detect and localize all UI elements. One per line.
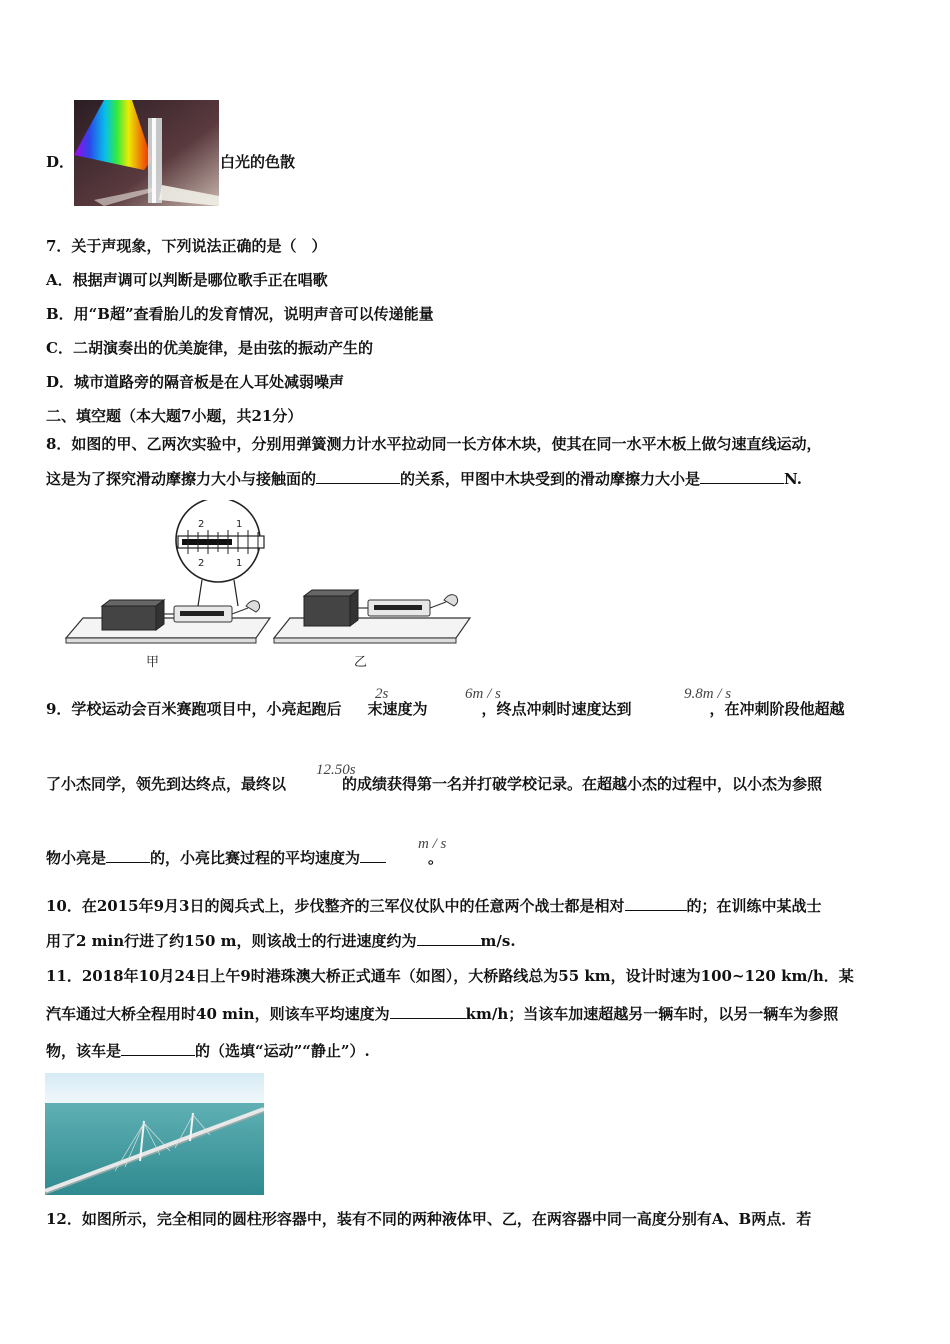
- scale-number-top-1: 1: [236, 519, 243, 530]
- hand-jia: [246, 601, 260, 612]
- q9-line3-c: 。: [428, 849, 444, 867]
- q6-option-d: [46, 152, 74, 172]
- q10-line1: [46, 896, 822, 916]
- figure-label-yi: 乙: [354, 655, 368, 670]
- figure-label-jia: 甲: [146, 655, 160, 670]
- q9-line3-a: 物小亮是: [46, 849, 107, 867]
- q7-stem: 7．关于声现象，下列说法正确的是（ ）: [46, 237, 327, 255]
- q8-blank-2[interactable]: [700, 469, 784, 484]
- q10-line2-b: m/s.: [480, 932, 516, 950]
- q7-option-b: B．用“B超”查看胎儿的发育情况，说明声音可以传递能量: [46, 305, 434, 323]
- friction-experiment-drawing: [58, 500, 478, 672]
- q12-line1: 12．如图所示，完全相同的圆柱形容器中，装有不同的两种液体甲、乙，在两容器中同一高度分别有A、B两点．若: [46, 1210, 812, 1228]
- math-12-50s: 12.50s: [316, 762, 356, 778]
- q8-blank-1[interactable]: [316, 469, 400, 484]
- math-9-8ms: 9.8m / s: [684, 686, 732, 702]
- q8-line1: 8．如图的甲、乙两次实验中，分别用弹簧测力计水平拉动同一长方体木块，使其在同一水平木板上做匀速直线运动，: [46, 435, 822, 453]
- math-ms: m / s: [418, 836, 447, 852]
- q11-line3-b: 的（选填“运动”“静止”）.: [195, 1042, 370, 1060]
- q7-option-a: A．根据声调可以判断是哪位歌手正在唱歌: [46, 271, 328, 289]
- q9-line2-b: 的成绩获得第一名并打破学校记录。在超越小杰的过程中，以小杰为参照: [342, 775, 823, 793]
- q10-blank-1[interactable]: [625, 896, 687, 911]
- block-yi: [304, 596, 350, 626]
- board-jia: [66, 618, 270, 638]
- math-6ms: 6m / s: [465, 686, 501, 702]
- friction-experiment-figure: [58, 500, 478, 672]
- q11-line2-b: km/h；当该车加速超越另一辆车时，以另一辆车为参照: [465, 1005, 839, 1023]
- block-jia: [102, 606, 156, 630]
- q10-line1-a: 10．在2015年9月3日的阅兵式上，步伐整齐的三军仪仗队中的任意两个战士都是相对: [46, 897, 625, 915]
- q7-option-c: C．二胡演奏出的优美旋律，是由弦的振动产生的: [46, 339, 373, 357]
- q8-line2-a: 这是为了探究滑动摩擦力大小与接触面的: [46, 470, 317, 488]
- q10-line2: [46, 931, 516, 951]
- q10-line2-a: 用了2 min行进了约150 m，则该战士的行进速度约为: [46, 932, 417, 950]
- q8-line2-c: N.: [784, 470, 803, 488]
- q11-line2: [46, 1004, 838, 1024]
- prism-dispersion-image: [74, 100, 219, 206]
- q9-line1-a: 9．学校运动会百米赛跑项目中，小亮起跑后: [46, 700, 342, 718]
- q9-line1-c: ，终点冲刺时速度达到: [481, 700, 632, 718]
- q9-line1-b: 末速度为: [367, 700, 428, 718]
- q9-line1-d: ，在冲刺阶段他超越: [709, 700, 845, 718]
- q9-blank-1[interactable]: [106, 848, 150, 863]
- q11-blank-2[interactable]: [121, 1041, 195, 1056]
- scale-number-bottom-1: 1: [236, 558, 243, 569]
- scale-number-top-2: 2: [198, 519, 205, 530]
- section-heading: 二、填空题（本大题7小题，共21分）: [46, 407, 303, 425]
- q9-line3: [46, 848, 443, 868]
- q7-option-d: D．城市道路旁的隔音板是在人耳处减弱噪声: [46, 373, 345, 391]
- q11-line1: 11．2018年10月24日上午9时港珠澳大桥正式通车（如图），大桥路线总为55 km，设计时速为100~120 km/h．某: [46, 967, 854, 985]
- q9-blank-2[interactable]: [360, 848, 386, 863]
- math-2s: 2s: [375, 686, 389, 702]
- hand-yi: [444, 595, 458, 606]
- bridge-photo: [45, 1073, 264, 1195]
- q8-line2-b: 的关系，甲图中木块受到的滑动摩擦力大小是: [400, 470, 701, 488]
- q6-option-d-text: 白光的色散: [220, 153, 296, 171]
- prism-dispersion-illustration: [74, 100, 219, 206]
- board-yi: [274, 618, 470, 638]
- q9-line3-b: 的，小亮比赛过程的平均速度为: [150, 849, 361, 867]
- q9-line2-a: 了小杰同学，领先到达终点，最终以: [46, 775, 287, 793]
- hong-kong-zhuhai-macao-bridge-illustration: [45, 1073, 264, 1195]
- q8-line2: [46, 469, 802, 489]
- q11-line3: [46, 1041, 370, 1061]
- q11-line3-a: 物，该车是: [46, 1042, 122, 1060]
- q11-line2-a: 汽车通过大桥全程用时40 min，则该车平均速度为: [46, 1005, 390, 1023]
- q11-blank-1[interactable]: [390, 1004, 466, 1019]
- q6-option-d-letter: D．: [46, 153, 75, 171]
- q10-line1-b: 的；在训练中某战士: [686, 897, 822, 915]
- q9-line2: [46, 774, 822, 794]
- q10-blank-2[interactable]: [417, 931, 481, 946]
- scale-number-bottom-2: 2: [198, 558, 205, 569]
